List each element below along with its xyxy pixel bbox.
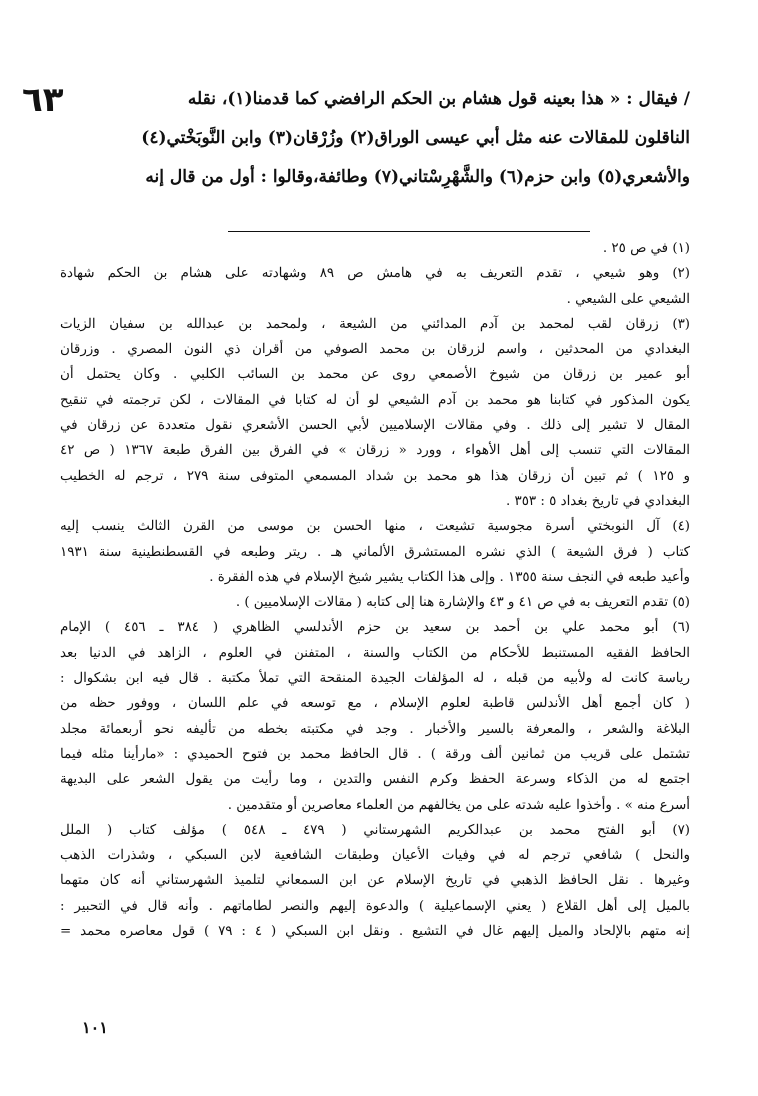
footnote-line: رياسة كانت له ولأبيه من قبله ، له المؤلفات الجيدة المنقحة التي تملأ مكتبة . قال فيه ابن بشكوال : — [60, 671, 690, 687]
footnote-line: يكون المذكور في كتابنا هو محمد بن آدم الشيعي لو أن له كتابا في المقالات ، لكن ترجمته في تنقيح — [60, 392, 690, 408]
main-text — [70, 80, 690, 197]
footnote-line: أسرع منه » . وأخذوا عليه شدته على من يخالفهم من العلماء معاصرين أو متقدمين . — [227, 797, 690, 813]
main-text-line: والأشعري(٥) وابن حزم(٦) والشَّهْرِسْتاني(٧) وطائفة،وقالوا : أول من قال إنه — [145, 167, 690, 187]
footnote-line: الحافظ الفقيه المستنبط للأحكام من الكتاب والسنة ، المتفنن في العلوم ، الزاهد في الدنيا بعد — [60, 645, 690, 661]
footnote-line: والنحل ) شافعي ترجم له في وفيات الأعيان وطبقات الشافعية لابن السبكي ، وشذرات الذهب — [60, 848, 690, 864]
footnote-line: و ١٢٥ ) ثم تبين أن زرقان هذا هو محمد بن شداد المسمعي المتوفى سنة ٢٧٩ ، ترجم له الخطيب — [60, 468, 690, 484]
footnote-line: المقال لا تشير إلى ذلك . وفي مقالات الإسلاميين لأبي الحسن الأشعري نقول متعددة عن زرقان في — [60, 418, 690, 434]
footnote-line: (٢) وهو شيعي ، تقدم التعريف به في هامش ص ٨٩ وشهادته على هشام بن الحكم شهادة — [60, 266, 690, 282]
footnote-line: (٣) زرقان لقب لمحمد بن آدم المدائني من الشيعة ، ولمحمد بن عبدالله بن سفيان الزيات — [60, 316, 690, 332]
footnote-line: بالميل إلى أهل القلاع ( يعني الإسماعيلية ) والدعوة إليهم والنصر لطاماتهم . وأنه قال في التحبير : — [60, 898, 690, 914]
footnote-line: الشيعي على الشيعي . — [566, 291, 690, 307]
footnote-7 — [60, 818, 690, 944]
footnote-line: (٤) آل النوبختي أسرة مجوسية تشيعت ، منها الحسن بن موسى من القرن الثالث ينسب إليه — [60, 519, 690, 535]
footnote-2 — [60, 261, 690, 312]
footnote-separator — [228, 231, 590, 232]
page-number: ١٠١ — [82, 1018, 108, 1037]
footnote-line: البغدادي في تاريخ بغداد ٥ : ٣٥٣ . — [506, 493, 690, 509]
footnote-line: ( كان أجمع أهل الأندلس قاطبة لعلوم الإسلام ، مع توسعه في علم اللسان ، ووفور حظه من — [60, 696, 690, 712]
footnote-line: المقالات التي تنسب إلى أهل الأهواء ، وورد « زرقان » في الفرق بين الفرق طبعة ١٣٦٧ ( ص ٤٢ — [60, 443, 690, 459]
footnote-line: وأعيد طبعه في النجف سنة ١٣٥٥ . وإلى هذا الكتاب يشير شيخ الإسلام في هذه الفقرة . — [209, 569, 690, 585]
footnote-line: (٧) أبو الفتح محمد بن عبدالكريم الشهرستاني ( ٤٧٩ ـ ٥٤٨ ) مؤلف كتاب ( الملل — [60, 822, 690, 838]
footnote-1 — [60, 236, 690, 261]
footnote-line: وغيرها . نقل الحافظ الذهبي في تاريخ الإسلام عن ابن السمعاني لتلميذ الشهرستاني أنه كان متهما — [60, 873, 690, 889]
footnotes — [60, 236, 690, 944]
footnote-line: أبو عمير بن زرقان من شيوخ الأصمعي روى عن محمد بن السائب الكلبي . وكان يحتمل أن — [60, 367, 690, 383]
main-text-line: / فيقال : « هذا بعينه قول هشام بن الحكم الرافضي كما قدمنا(١)، نقله — [187, 89, 690, 109]
footnote-line: البلاغة والشعر ، والمعرفة بالسير والأخبار . وجد في مكتبته بخطه من تأليفه نحو أربعمائة مجلد — [60, 721, 690, 737]
footnote-line: كتاب ( فرق الشيعة ) الذي نشره المستشرق الألماني هـ . ريتر وطبعه في القسطنطينية سنة ١٩٣١ — [60, 544, 690, 560]
footnote-line: (٦) أبو محمد علي بن أحمد بن سعيد بن حزم الأندلسي الظاهري ( ٣٨٤ ـ ٤٥٦ ) الإمام — [60, 620, 690, 636]
footnote-line: إنه متهم بالإلحاد والميل إليهم غال في التشيع . ونقل ابن السبكي ( ٤ : ٧٩ ) قول معاصره محمد = — [60, 924, 690, 940]
footnote-line: (٥) تقدم التعريف به في ص ٤١ و ٤٣ والإشارة هنا إلى كتابه ( مقالات الإسلاميين ) . — [235, 595, 690, 611]
footnote-3 — [60, 312, 690, 514]
footnote-line: البغدادي من المحدثين ، واسم لزرقان بن محمد الصوفي من أقران ذي النون المصري . وزرقان — [60, 342, 690, 358]
margin-page-number: ٦٣ — [22, 80, 64, 120]
footnote-4 — [60, 514, 690, 590]
footnote-5 — [60, 590, 690, 615]
footnote-line: (١) في ص ٢٥ . — [602, 241, 690, 256]
footnote-line: اجتمع له من الذكاء وسرعة الحفظ وكرم النفس والتدين ، وما رأيت من يقول الشعر على البديهة — [60, 772, 690, 788]
footnote-6 — [60, 615, 690, 817]
footnote-line: تشتمل على قريب من ثمانين ألف ورقة ) . قال الحافظ محمد بن فتوح الحميدي : «مارأينا مثله فيما — [60, 746, 690, 762]
main-text-line: الناقلون للمقالات عنه مثل أبي عيسى الوراق(٢) وزُرْقان(٣) وابن النَّوبَخْتي(٤) — [141, 128, 690, 148]
